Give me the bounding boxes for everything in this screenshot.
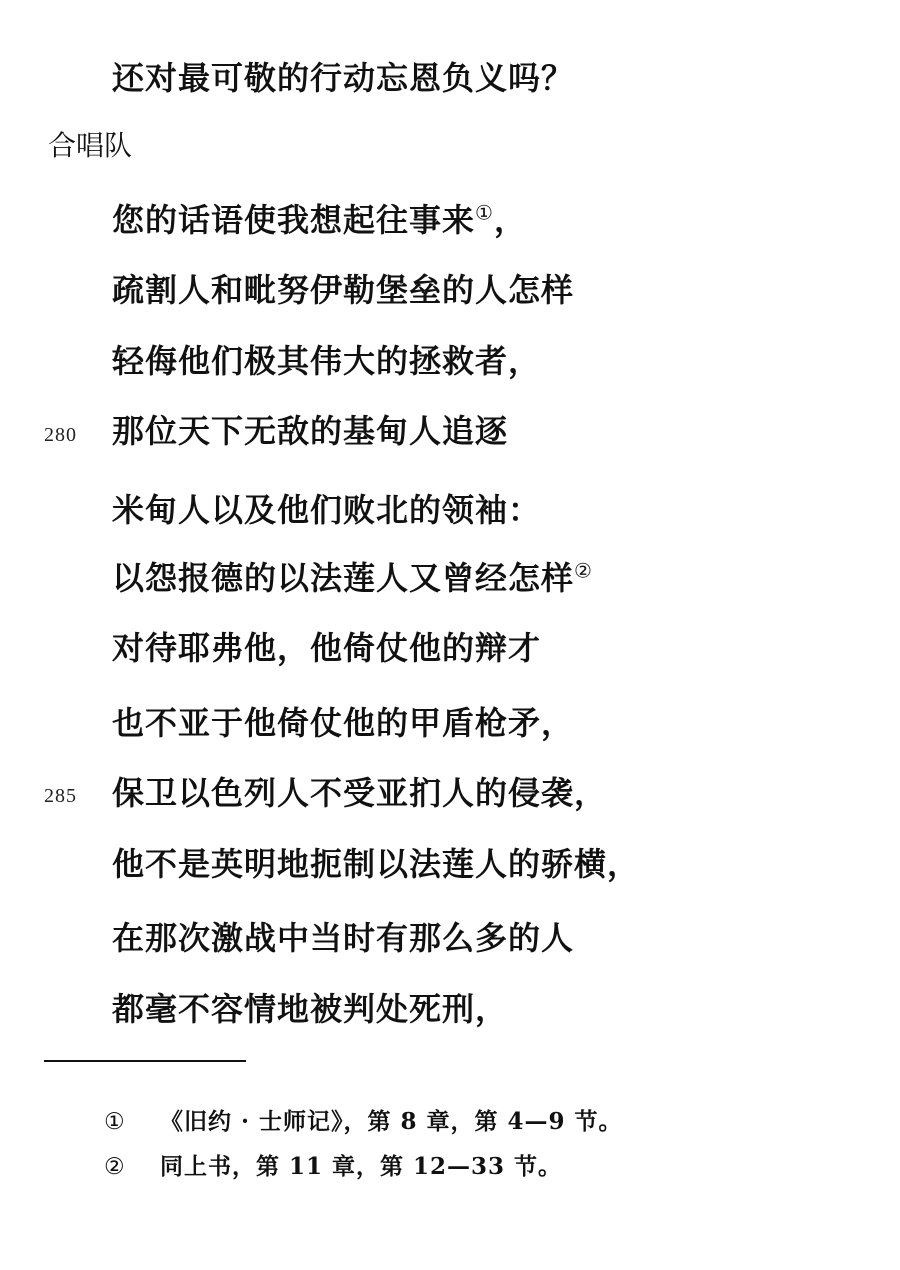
verse-line <box>112 558 593 598</box>
line-number: 280 <box>44 424 77 446</box>
verse-line: 在那次激战中当时有那么多的人 <box>112 919 575 957</box>
footnote-number: ② <box>104 1154 126 1180</box>
verse-line <box>112 200 527 240</box>
verse-line: 也不亚于他倚仗他的甲盾枪矛， <box>112 704 575 742</box>
verse-line: 那位天下无敌的基甸人追逐 <box>112 412 509 450</box>
footnote-number: ① <box>104 1109 126 1135</box>
verse-text: 您的话语使我想起往事来 <box>112 201 476 239</box>
verse-line: 轻侮他们极其伟大的拯救者， <box>112 342 542 380</box>
verse-text: 以怨报德的以法莲人又曾经怎样 <box>112 559 575 597</box>
footnote-divider <box>44 1060 246 1062</box>
footnote <box>104 1152 562 1182</box>
footnote <box>104 1107 623 1137</box>
verse-line: 还对最可敬的行动忘恩负义吗？ <box>112 59 575 97</box>
verse-line: 都毫不容情地被判处死刑， <box>112 990 509 1028</box>
verse-line: 对待耶弗他，他倚仗他的辩才 <box>112 629 542 667</box>
speaker-label: 合唱队 <box>48 129 133 162</box>
footnote-text: 《旧约 · 士师记》，第 8 章，第 4—9 节。 <box>160 1108 623 1135</box>
verse-line: 他不是英明地扼制以法莲人的骄横， <box>112 845 641 883</box>
footnote-marker: ② <box>574 558 593 583</box>
line-number: 285 <box>44 785 77 807</box>
verse-line: 米甸人以及他们败北的领袖： <box>112 491 542 529</box>
footnote-text: 同上书，第 11 章，第 12—33 节。 <box>160 1153 563 1180</box>
verse-punctuation: ， <box>493 201 527 239</box>
footnote-marker: ① <box>475 200 494 225</box>
verse-line: 疏割人和毗努伊勒堡垒的人怎样 <box>112 271 575 309</box>
verse-line: 保卫以色列人不受亚扪人的侵袭， <box>112 774 608 812</box>
